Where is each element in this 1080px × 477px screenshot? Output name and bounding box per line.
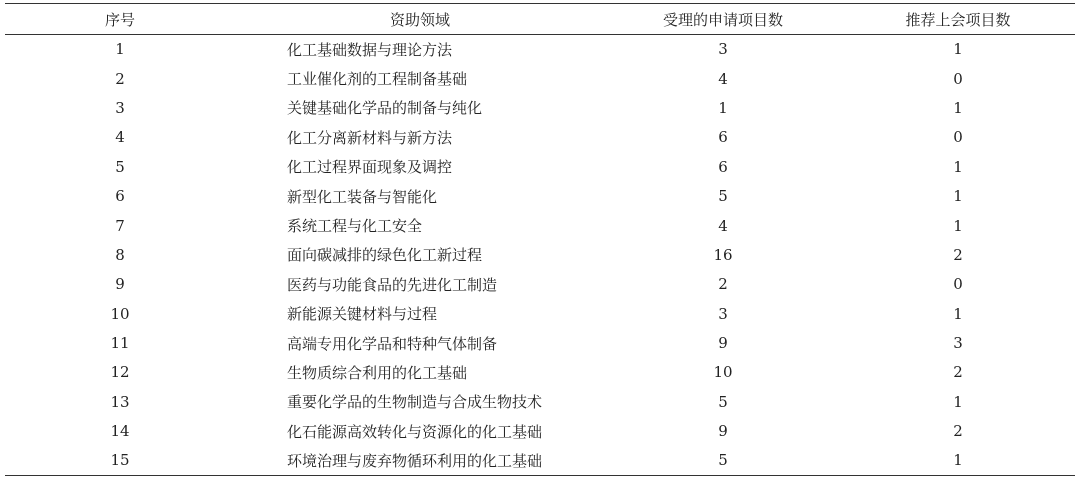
table-row <box>5 240 1075 269</box>
cell-accepted: 1 <box>718 98 728 117</box>
cell-recommended: 1 <box>841 446 1075 475</box>
cell-recommended: 1 <box>953 187 963 206</box>
cell-recommended: 1 <box>953 157 963 176</box>
funding-table-container <box>5 3 1075 476</box>
table-row <box>5 417 1075 446</box>
cell-recommended: 0 <box>953 275 963 294</box>
cell-index: 1 <box>115 40 125 59</box>
cell-index: 4 <box>115 128 125 147</box>
cell-accepted: 6 <box>718 128 728 147</box>
cell-recommended: 1 <box>953 392 963 411</box>
cell-index: 15 <box>5 446 235 475</box>
cell-accepted: 3 <box>718 40 728 59</box>
cell-index: 2 <box>115 69 125 88</box>
cell-field: 环境治理与废弃物循环利用的化工基础 <box>235 446 605 475</box>
header-index: 序号 <box>5 4 235 35</box>
cell-accepted: 5 <box>718 187 728 206</box>
cell-field: 化工基础数据与理论方法 <box>287 40 453 59</box>
cell-accepted: 6 <box>718 157 728 176</box>
cell-field: 医药与功能食品的先进化工制造 <box>287 275 498 294</box>
table-row <box>5 152 1075 181</box>
cell-field: 系统工程与化工安全 <box>287 217 423 236</box>
cell-field: 工业催化剂的工程制备基础 <box>287 70 468 89</box>
table-row <box>5 358 1075 387</box>
cell-recommended: 0 <box>953 69 963 88</box>
table-row <box>5 181 1075 210</box>
cell-index: 13 <box>110 392 130 411</box>
cell-index: 6 <box>115 187 125 206</box>
cell-recommended: 2 <box>953 363 963 382</box>
header-accepted: 受理的申请项目数 <box>605 4 841 35</box>
cell-recommended: 1 <box>953 98 963 117</box>
table-row <box>5 299 1075 328</box>
cell-accepted: 9 <box>718 334 728 353</box>
cell-recommended: 1 <box>953 216 963 235</box>
header-field: 资助领域 <box>235 4 605 35</box>
cell-field: 重要化学品的生物制造与合成生物技术 <box>287 393 543 412</box>
table-row <box>5 446 1075 475</box>
table-row <box>5 35 1075 64</box>
cell-recommended: 3 <box>953 334 963 353</box>
cell-accepted: 4 <box>718 216 728 235</box>
cell-recommended: 2 <box>953 245 963 264</box>
table-row <box>5 123 1075 152</box>
cell-field: 关键基础化学品的制备与纯化 <box>287 99 483 118</box>
table-body <box>5 35 1075 476</box>
cell-recommended: 1 <box>953 304 963 323</box>
table-row <box>5 211 1075 240</box>
header-row <box>5 4 1075 35</box>
table-row <box>5 270 1075 299</box>
cell-field: 生物质综合利用的化工基础 <box>287 363 468 382</box>
cell-index: 10 <box>110 304 130 323</box>
cell-field: 面向碳减排的绿色化工新过程 <box>287 246 483 265</box>
cell-accepted: 16 <box>713 245 733 264</box>
table-row <box>5 93 1075 122</box>
table-row <box>5 387 1075 416</box>
cell-index: 9 <box>115 275 125 294</box>
cell-index: 14 <box>110 422 130 441</box>
cell-field: 化工分离新材料与新方法 <box>287 128 453 147</box>
cell-field: 新型化工装备与智能化 <box>287 187 438 206</box>
table-header <box>5 4 1075 35</box>
cell-index: 5 <box>115 157 125 176</box>
cell-accepted: 10 <box>713 363 733 382</box>
cell-index: 8 <box>115 245 125 264</box>
cell-accepted: 3 <box>718 304 728 323</box>
cell-index: 11 <box>110 334 130 353</box>
cell-index: 12 <box>110 363 130 382</box>
cell-field: 化石能源高效转化与资源化的化工基础 <box>287 422 543 441</box>
table-row <box>5 328 1075 357</box>
cell-recommended: 0 <box>953 128 963 147</box>
cell-index: 3 <box>115 98 125 117</box>
cell-index: 7 <box>115 216 125 235</box>
cell-field: 高端专用化学品和特种气体制备 <box>287 334 498 353</box>
cell-field: 化工过程界面现象及调控 <box>287 158 453 177</box>
cell-accepted: 5 <box>718 392 728 411</box>
funding-table <box>5 3 1075 476</box>
cell-field: 新能源关键材料与过程 <box>287 305 438 324</box>
cell-recommended: 2 <box>953 422 963 441</box>
table-row <box>5 64 1075 93</box>
header-recommended: 推荐上会项目数 <box>841 4 1075 35</box>
cell-accepted: 2 <box>718 275 728 294</box>
cell-accepted: 5 <box>605 446 841 475</box>
cell-accepted: 9 <box>718 422 728 441</box>
cell-recommended: 1 <box>953 40 963 59</box>
cell-accepted: 4 <box>718 69 728 88</box>
